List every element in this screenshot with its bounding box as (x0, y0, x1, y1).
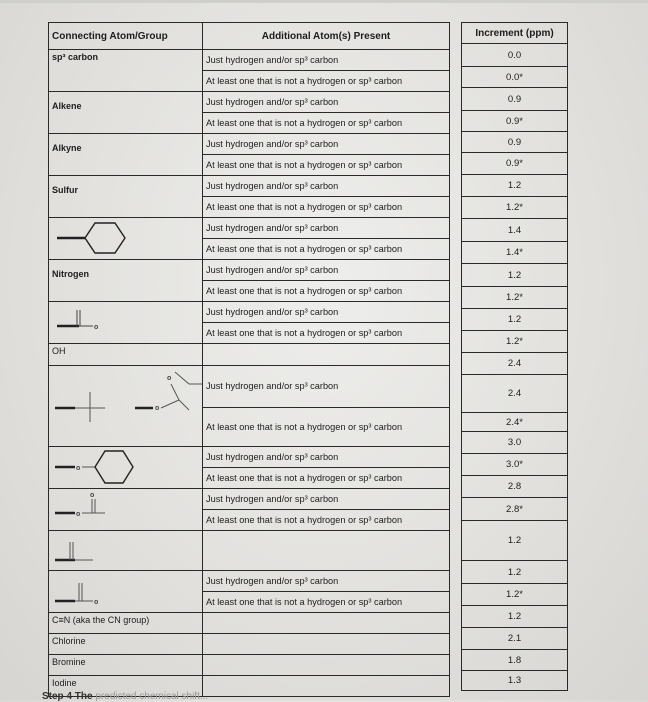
increment-value: 1.4 (462, 219, 568, 242)
increment-value: 1.2 (462, 606, 568, 628)
increment-values (462, 44, 568, 691)
increment-row (462, 219, 568, 242)
increment-value: 2.4* (462, 413, 568, 432)
acyloxy-structure-icon (49, 489, 169, 530)
increment-value: 1.2* (462, 584, 568, 606)
option-not-hydrogen: At least one that is not a hydrogen or sp³ carbon (203, 196, 449, 217)
increment-value: 1.2 (462, 561, 568, 584)
table-row (49, 260, 450, 302)
increment-row (462, 197, 568, 219)
increment-value: 3.0 (462, 432, 568, 454)
increment-row (462, 432, 568, 454)
increment-row (462, 264, 568, 287)
group-phenyl (49, 218, 203, 260)
group-amide-carbonyl (49, 531, 203, 571)
phenoxy-structure-icon (49, 447, 169, 488)
increment-value: 2.8 (462, 476, 568, 498)
increment-value: 1.2 (462, 264, 568, 287)
table-row (49, 344, 450, 366)
option-just-hydrogen: Just hydrogen and/or sp³ carbon (206, 307, 339, 317)
amide-structure-icon (49, 532, 169, 570)
option-not-hydrogen: At least one that is not a hydrogen or sp³ carbon (203, 154, 449, 175)
increment-header: Increment (ppm) (462, 23, 568, 44)
option-just-hydrogen: Just hydrogen and/or sp³ carbon (206, 139, 339, 149)
increment-value: 0.9* (462, 153, 568, 175)
table-row (49, 134, 450, 176)
group-chlorine (49, 634, 203, 655)
group-label: Nitrogen (52, 269, 89, 279)
increment-row (462, 287, 568, 309)
group-label: Chlorine (52, 636, 86, 646)
increment-value: 2.1 (462, 628, 568, 650)
ester-structure-icon (49, 366, 203, 446)
footer-bold-text: Step 4 The (42, 691, 93, 702)
table-row (49, 613, 450, 634)
increment-row (462, 650, 568, 671)
increment-value: 0.9 (462, 88, 568, 111)
group-carbonyl (49, 302, 203, 344)
increment-value: 0.0 (462, 44, 568, 67)
oxygen-label: o (90, 492, 95, 499)
group-sulfur (49, 176, 203, 218)
increment-value: 0.9* (462, 111, 568, 132)
oxygen-label: o (94, 324, 99, 331)
option-just-hydrogen: Just hydrogen and/or sp³ carbon (206, 223, 339, 233)
oxygen-label: o (76, 465, 81, 472)
group-nitrile (49, 613, 203, 634)
table-row (49, 302, 450, 344)
table-header-row (49, 23, 450, 50)
option-just-hydrogen: Just hydrogen and/or sp³ carbon (206, 494, 339, 504)
table-row (49, 571, 450, 613)
increment-row (462, 44, 568, 67)
group-nitrogen (49, 260, 203, 302)
option-not-hydrogen: At least one that is not a hydrogen or sp³ carbon (203, 467, 449, 488)
group-label: C≡N (aka the CN group) (52, 615, 150, 625)
increment-row (462, 67, 568, 88)
header-additional-atoms: Additional Atom(s) Present (203, 23, 450, 50)
increment-value: 3.0* (462, 454, 568, 476)
increment-row (462, 476, 568, 498)
group-label: sp³ carbon (52, 52, 99, 62)
table-row (49, 218, 450, 260)
option-not-hydrogen: At least one that is not a hydrogen or sp³ carbon (203, 112, 449, 133)
increment-row (462, 309, 568, 331)
increment-value: 0.0* (462, 67, 568, 88)
increment-value: 1.2 (462, 309, 568, 331)
header-connecting-atom: Connecting Atom/Group (49, 23, 203, 50)
table-row (49, 447, 450, 489)
increment-value: 1.4* (462, 242, 568, 264)
oxygen-label: o (94, 599, 99, 606)
group-label: Alkyne (52, 143, 82, 153)
increment-row (462, 242, 568, 264)
group-amide-nitrogen (49, 571, 203, 613)
group-label: Iodine (52, 678, 77, 688)
oxygen-label: o (155, 405, 160, 412)
increment-value: 2.4 (462, 375, 568, 413)
increment-row (462, 521, 568, 561)
group-acyloxy (49, 489, 203, 531)
increment-row (462, 413, 568, 432)
option-just-hydrogen: Just hydrogen and/or sp³ carbon (206, 576, 339, 586)
increment-row (462, 88, 568, 111)
option-not-hydrogen: At least one that is not a hydrogen or sp³ carbon (203, 280, 449, 301)
phenyl-structure-icon (49, 218, 169, 259)
table-row (49, 176, 450, 218)
increment-row (462, 671, 568, 691)
table-row (49, 366, 450, 408)
group-oh (49, 344, 203, 366)
increment-row (462, 111, 568, 132)
table-row (49, 655, 450, 676)
table-row (49, 634, 450, 655)
paper-edge (0, 0, 648, 3)
oxygen-label: o (167, 375, 172, 382)
option-just-hydrogen: Just hydrogen and/or sp³ carbon (206, 452, 339, 462)
group-phenoxy (49, 447, 203, 489)
increment-value: 1.3 (462, 671, 568, 691)
increment-value: 2.4 (462, 353, 568, 375)
increment-row (462, 454, 568, 476)
option-not-hydrogen: At least one that is not a hydrogen or sp³ carbon (203, 591, 449, 612)
increment-row (462, 153, 568, 175)
oxygen-label: o (76, 511, 81, 518)
increment-value: 1.2 (462, 521, 568, 561)
footer-caption (42, 691, 208, 702)
group-sp3-carbon (49, 50, 203, 92)
group-ester (49, 366, 203, 447)
option-just-hydrogen: Just hydrogen and/or sp³ carbon (206, 97, 339, 107)
option-not-hydrogen: At least one that is not a hydrogen or sp³ carbon (206, 421, 403, 432)
option-just-hydrogen: Just hydrogen and/or sp³ carbon (206, 55, 339, 65)
group-label: Sulfur (52, 185, 78, 195)
increment-value: 0.9 (462, 132, 568, 153)
increment-row (462, 584, 568, 606)
table-row (49, 489, 450, 531)
increment-row (462, 331, 568, 353)
group-label: OH (52, 346, 66, 356)
group-bromine (49, 655, 203, 676)
option-just-hydrogen: Just hydrogen and/or sp³ carbon (206, 265, 339, 275)
table-row (49, 50, 450, 92)
table-row (49, 531, 450, 571)
increment-row (462, 132, 568, 153)
option-not-hydrogen: At least one that is not a hydrogen or sp³ carbon (203, 509, 449, 530)
group-alkyne (49, 134, 203, 176)
increment-value: 1.8 (462, 650, 568, 671)
carbonyl-structure-icon (49, 302, 169, 343)
shift-rules-table (48, 22, 450, 697)
option-not-hydrogen: At least one that is not a hydrogen or sp³ carbon (203, 322, 449, 343)
table-row (49, 92, 450, 134)
increment-table (461, 22, 568, 691)
increment-row (462, 175, 568, 197)
increment-row (462, 561, 568, 584)
increment-row (462, 606, 568, 628)
increment-row (462, 628, 568, 650)
increment-value: 1.2* (462, 287, 568, 309)
increment-value: 1.2 (462, 175, 568, 197)
increment-row (462, 375, 568, 413)
increment-row (462, 353, 568, 375)
option-just-hydrogen: Just hydrogen and/or sp³ carbon (206, 181, 339, 191)
group-label: Alkene (52, 101, 82, 111)
increment-value: 2.8* (462, 498, 568, 521)
group-alkene (49, 92, 203, 134)
increment-value: 1.2* (462, 331, 568, 353)
group-label: Bromine (52, 657, 86, 667)
option-just-hydrogen: Just hydrogen and/or sp³ carbon (206, 381, 339, 392)
increment-value: 1.2* (462, 197, 568, 219)
increment-row (462, 498, 568, 521)
option-not-hydrogen: At least one that is not a hydrogen or sp³ carbon (203, 70, 449, 91)
amide-nitrogen-structure-icon (49, 571, 169, 612)
option-not-hydrogen: At least one that is not a hydrogen or sp³ carbon (203, 238, 449, 259)
footer-faded-text: predicted chemical shift... (95, 691, 209, 702)
